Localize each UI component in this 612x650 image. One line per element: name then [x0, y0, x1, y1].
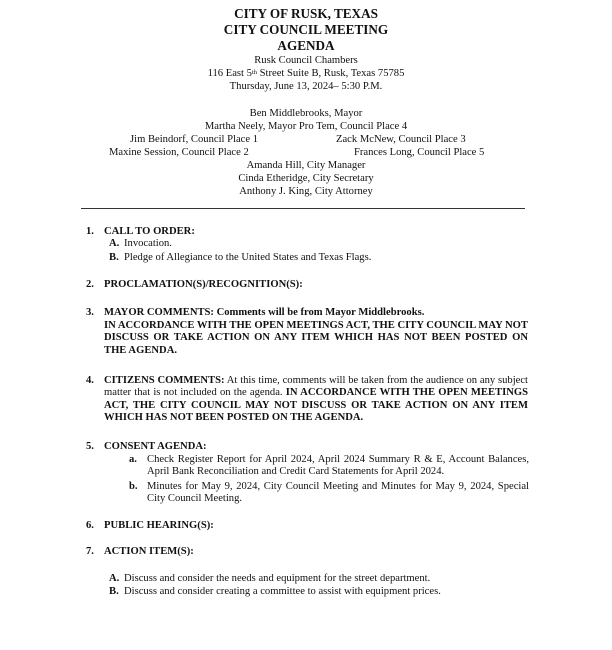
- subitem-text: Discuss and consider creating a committee to assist with equipment prices.: [124, 586, 441, 597]
- officials-list: [0, 107, 612, 198]
- item-number: 5.: [86, 441, 94, 452]
- item-text: At this time, comments will be taken from the audience on any subject matter that is not included on the agenda.: [104, 375, 528, 399]
- agenda-header: [0, 6, 612, 93]
- subitem-text: Invocation.: [124, 238, 172, 249]
- subitem-label: B.: [109, 586, 119, 597]
- meeting-address: [0, 67, 612, 80]
- official-secretary: Cinda Etheridge, City Secretary: [238, 173, 374, 184]
- subitem-text: Check Register Report for April 2024, April 2024 Summary R & E, Account Balances, April Bank Reconciliation and Credit Card Statements for April 2024.: [147, 454, 529, 478]
- official-place5: Frances Long, Council Place 5: [354, 147, 485, 158]
- subitem-text: Pledge of Allegiance to the United States and Texas Flags.: [124, 252, 372, 263]
- item-number: 4.: [86, 375, 94, 386]
- official-place3: Zack McNew, Council Place 3: [336, 134, 466, 145]
- meeting-datetime: Thursday, June 13, 2024– 5:30 P.M.: [229, 81, 383, 92]
- item-number: 2.: [86, 279, 94, 290]
- open-meetings-notice: IN ACCORDANCE WITH THE OPEN MEETINGS ACT, THE CITY COUNCIL MAY NOT DISCUSS OR TAKE ACTION ON ANY ITEM WHICH HAS NOT BEEN POSTED ON THE AGENDA.: [104, 320, 528, 356]
- subitem-label: A.: [109, 238, 120, 249]
- subitem-label: B.: [109, 252, 119, 263]
- item-body: [104, 375, 528, 425]
- officials-row: [0, 133, 612, 146]
- header-divider: [81, 208, 525, 209]
- item-number: 1.: [86, 226, 94, 237]
- official-manager: Amanda Hill, City Manager: [246, 160, 366, 171]
- subitem-text: Minutes for May 9, 2024, City Council Meeting and Minutes for May 9, 2024, Special City Council Meeting.: [147, 481, 529, 505]
- official-mayor: Ben Middlebrooks, Mayor: [249, 108, 363, 119]
- item-number: 7.: [86, 546, 94, 557]
- official-pro-tem: Martha Neely, Mayor Pro Tem, Council Place 4: [204, 121, 408, 132]
- agenda-title: AGENDA: [277, 38, 335, 53]
- officials-row: [0, 146, 612, 159]
- official-attorney: Anthony J. King, City Attorney: [239, 186, 373, 197]
- address-superscript: th: [251, 69, 258, 76]
- item-title: PUBLIC HEARING(S):: [104, 520, 214, 531]
- address-part: 116 East 5: [207, 68, 252, 79]
- subitem-text: Discuss and consider the needs and equipment for the street department.: [124, 573, 431, 584]
- item-number: 6.: [86, 520, 94, 531]
- item-title: CALL TO ORDER:: [104, 226, 195, 237]
- subitem-label: A.: [109, 573, 120, 584]
- item-number: 3.: [86, 307, 94, 318]
- official-place1: Jim Beindorf, Council Place 1: [130, 134, 258, 145]
- meeting-location: Rusk Council Chambers: [254, 55, 358, 66]
- official-place2: Maxine Session, Council Place 2: [109, 147, 249, 158]
- item-title: MAYOR COMMENTS: Comments will be from Mayor Middlebrooks.: [104, 307, 425, 318]
- city-title: CITY OF RUSK, TEXAS: [234, 6, 378, 21]
- item-title: ACTION ITEM(S):: [104, 546, 194, 557]
- item-title: CONSENT AGENDA:: [104, 441, 207, 452]
- item-title: PROCLAMATION(S)/RECOGNITION(S):: [104, 279, 303, 290]
- subitem-label: a.: [129, 454, 137, 465]
- item-title: CITIZENS COMMENTS:: [104, 375, 225, 386]
- meeting-title: CITY COUNCIL MEETING: [223, 22, 389, 37]
- address-part: Street Suite B, Rusk, Texas 75785: [257, 68, 405, 79]
- subitem-label: b.: [129, 481, 138, 492]
- open-meetings-notice: IN ACCORDANCE WITH THE OPEN MEETINGS ACT, THE CITY COUNCIL MAY NOT DISCUSS OR TAKE ACTION ON ANY ITEM WHICH HAS NOT BEEN POSTED ON THE AGENDA.: [104, 387, 528, 424]
